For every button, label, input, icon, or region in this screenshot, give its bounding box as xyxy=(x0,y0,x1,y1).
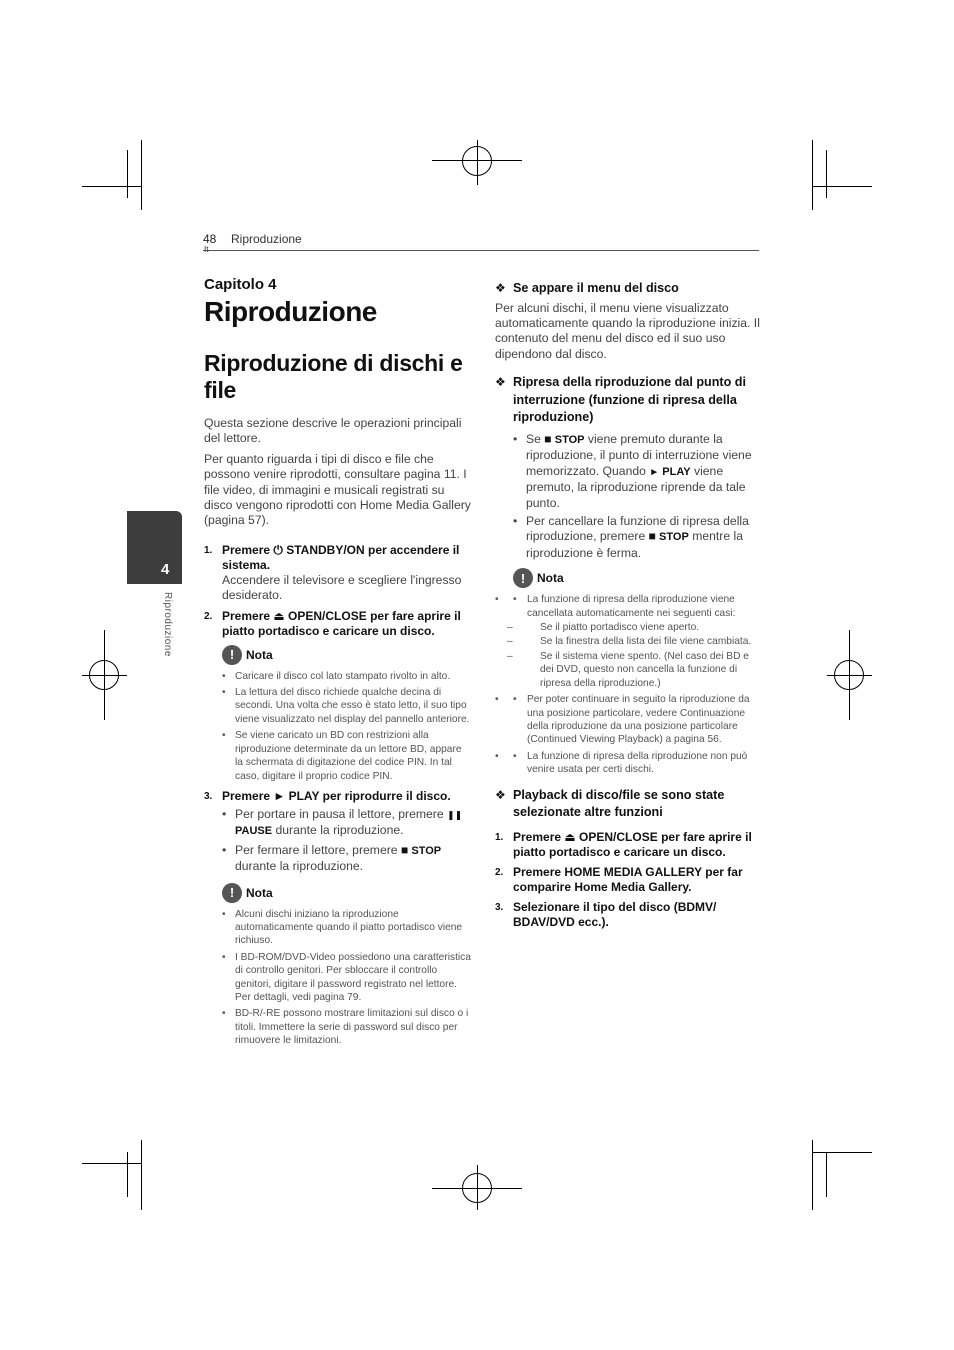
stop-icon: ■ xyxy=(400,842,409,857)
stop-key: STOP xyxy=(551,434,585,446)
section-title-line2: file xyxy=(204,377,237,403)
list-item xyxy=(495,693,760,747)
dash-item-text: Se la finestra della lista dei file viene cambiata. xyxy=(540,636,752,648)
chapter-label: Capitolo 4 xyxy=(204,276,277,293)
right-step-2-prefix: Premere xyxy=(513,864,565,879)
right-step-1-prefix: Premere xyxy=(513,829,565,844)
intro-paragraph-2: Per quanto riguarda i tipi di disco e file che possono venire riprodotti, consultare pagina 11. I file video, di immagini e musicali registrati su disco vengono riprodotti con Home Media Gallery (pagina 57). xyxy=(204,451,471,528)
stop-key: STOP xyxy=(408,844,442,857)
step-1-number: 1. xyxy=(204,544,213,556)
chapter-tab-number: 4 xyxy=(161,561,170,578)
list-item xyxy=(495,635,760,648)
list-item: • I BD-ROM/DVD-Video possiedono una caratteristica di controllo genitori. Per sbloccare il controllo genitori, digitare il password registrato nel lettore. Per dettagli, vedi pagina 79. xyxy=(222,951,472,1005)
cancel-text-a: Per cancellare la funzione di ripresa della riproduzione, premere xyxy=(526,514,749,544)
note-3-list xyxy=(495,593,760,776)
pause-text: Per portare in pausa il lettore, premere xyxy=(235,806,448,821)
step-3-number: 3. xyxy=(204,790,213,802)
list-item xyxy=(495,750,760,777)
list-item: • Se viene caricato un BD con restrizioni alla riproduzione determinate da un lettore BD, appare la schermata di digitazione del codice PIN. In tal caso, digitare il proprio codice PIN. xyxy=(222,729,472,783)
pause-key: PAUSE xyxy=(235,825,273,838)
pause-text-end: durante la riproduzione. xyxy=(272,823,404,838)
note-1 xyxy=(222,645,472,783)
note-icon: ! xyxy=(513,568,533,588)
dash-item-text: Se il sistema viene spento. (Nel caso dei BD e dei DVD, questo non cancella la funzione di ripresa della riproduzione.) xyxy=(540,650,749,689)
list-item xyxy=(495,593,760,620)
note-1-list xyxy=(222,670,472,783)
bullet-mark: • • xyxy=(513,750,517,762)
right-step-1 xyxy=(495,830,760,860)
section-title xyxy=(204,350,472,404)
home-media-gallery-key: HOME MEDIA GALLERY xyxy=(564,864,702,879)
play-key: PLAY xyxy=(659,465,691,478)
chapter-tab xyxy=(127,511,182,584)
stop-text-end: durante la riproduzione. xyxy=(235,859,364,874)
section-heading-other-functions-text: Playback di disco/file se sono state selezionate altre funzioni xyxy=(513,787,725,820)
section-heading-resume xyxy=(495,374,760,427)
step-2-suffix: per fare aprire il piatto portadisco e caricare un disco. xyxy=(222,608,461,638)
play-icon: ► xyxy=(273,788,286,803)
eject-icon: ⏏ xyxy=(273,608,285,623)
note-3-label: Nota xyxy=(537,571,564,586)
dash-item-text: Se il piatto portadisco viene aperto. xyxy=(540,622,700,634)
resume-text-b: viene premuto durante la riproduzione, il punto di interruzione viene memorizzato. Quando xyxy=(526,432,752,478)
step-2-prefix: Premere xyxy=(222,608,274,623)
section-title-line1: Riproduzione di dischi e xyxy=(204,350,463,376)
right-step-3 xyxy=(495,900,760,930)
list-item xyxy=(513,432,760,511)
note-2-label: Nota xyxy=(246,885,273,900)
stop-key: STOP xyxy=(656,531,689,544)
right-step-2-number: 2. xyxy=(495,866,504,878)
step-3-bullets xyxy=(222,807,472,875)
running-header: Riproduzione xyxy=(231,232,302,246)
play-key: PLAY xyxy=(285,788,320,803)
resume-bullets xyxy=(513,432,760,561)
diamond-icon: ❖ xyxy=(495,281,506,295)
bullet-mark: • • xyxy=(513,694,517,706)
cancel-text-b: mentre la riproduzione è ferma. xyxy=(526,529,744,560)
note-1-label: Nota xyxy=(246,647,273,662)
disc-menu-paragraph: Per alcuni dischi, il menu viene visualizzato automaticamente quando la riproduzione inizia. Il contenuto del menu del disco ed il suo uso dipendono dal disco. xyxy=(495,300,760,361)
list-item xyxy=(222,843,472,875)
list-item: • BD-R/-RE possono mostrare limitazioni sul disco o i titoli. Immettere la serie di password sul disco per rimuovere le limitazioni. xyxy=(222,1007,472,1047)
right-step-1-number: 1. xyxy=(495,831,504,843)
right-step-1-suffix: per fare aprire il piatto portadisco e caricare un disco. xyxy=(513,829,752,859)
note-2 xyxy=(222,883,472,1048)
note-b3-text: La funzione di ripresa della riproduzione non può venire usata per certi dischi. xyxy=(527,750,748,776)
list-item: • La lettura del disco richiede qualche decina di secondi. Una volta che esso è stato letto, il suo tipo viene visualizzato nel display del pannello anteriore. xyxy=(222,686,472,726)
section-heading-other-functions xyxy=(495,787,760,822)
step-2 xyxy=(204,609,472,639)
list-item: • Alcuni dischi iniziano la riproduzione automaticamente quando il piatto portadisco viene richiuso. xyxy=(222,908,472,948)
left-column xyxy=(204,276,472,1048)
eject-icon: ⏏ xyxy=(564,829,576,844)
intro-paragraph-1: Questa sezione descrive le operazioni principali del lettore. xyxy=(204,416,462,446)
right-step-3-text: Selezionare il tipo del disco (BDMV/ BDAV/DVD ecc.). xyxy=(513,899,717,929)
section-heading-resume-text: Ripresa della riproduzione dal punto di interruzione (funzione di ripresa della riproduzione) xyxy=(513,375,747,425)
step-1-text: Accendere il televisore e scegliere l'ingresso desiderato. xyxy=(222,572,462,603)
open-close-key: OPEN/CLOSE xyxy=(575,829,658,844)
note-2-list xyxy=(222,908,472,1048)
stop-icon: ■ xyxy=(544,432,552,446)
list-item xyxy=(222,807,472,840)
list-item xyxy=(513,514,760,561)
resume-text-a: Se xyxy=(526,432,545,446)
header-rule xyxy=(203,250,759,251)
list-item xyxy=(495,650,760,690)
right-step-3-number: 3. xyxy=(495,901,504,913)
note-3-header xyxy=(513,568,760,588)
note-1-header xyxy=(222,645,472,665)
standby-key: STANDBY/ON xyxy=(282,542,365,557)
step-1-prefix: Premere xyxy=(222,542,274,557)
step-1-suffix: per accendere il sistema. xyxy=(222,542,460,572)
diamond-icon: ❖ xyxy=(495,787,506,802)
note-2-header xyxy=(222,883,472,903)
chapter-tab-label: Riproduzione xyxy=(162,592,173,657)
right-step-2 xyxy=(495,865,760,895)
note-b2-text: Per poter continuare in seguito la riproduzione da una posizione particolare, vedere Continuazione della riproduzione da una posizione particolare (Continued Viewing Playback) a pagina 56. xyxy=(527,694,750,746)
section-heading-disc-menu-text: Se appare il menu del disco xyxy=(513,281,679,295)
right-column xyxy=(495,280,760,930)
stop-icon: ■ xyxy=(648,529,656,544)
diamond-icon: ❖ xyxy=(495,375,506,390)
page-number: 48 xyxy=(203,232,217,246)
step-1 xyxy=(204,543,472,604)
note-intro-text: La funzione di ripresa della riproduzione viene cancellata automaticamente nei seguenti casi: xyxy=(527,594,736,619)
section-heading-disc-menu xyxy=(495,280,760,298)
note-icon: ! xyxy=(222,883,242,903)
step-3-suffix: per riprodurre il disco. xyxy=(319,788,451,803)
pause-icon: ❚❚ xyxy=(447,809,463,820)
step-3 xyxy=(204,789,472,804)
note-3 xyxy=(513,568,760,776)
note-icon: ! xyxy=(222,645,242,665)
play-icon: ► xyxy=(649,466,660,478)
list-item xyxy=(495,621,760,634)
page-title: Riproduzione xyxy=(204,296,377,327)
open-close-key: OPEN/CLOSE xyxy=(284,608,367,623)
stop-text: Per fermare il lettore, premere xyxy=(235,842,401,857)
step-2-number: 2. xyxy=(204,610,213,622)
bullet-mark: • • xyxy=(513,594,517,606)
right-step-2-suffix: per far comparire Home Media Gallery. xyxy=(513,864,743,894)
power-icon: ⏻ xyxy=(273,542,283,557)
step-3-prefix: Premere xyxy=(222,788,274,803)
resume-text-c: viene premuto, la riproduzione riprende da tale punto. xyxy=(526,463,746,510)
list-item: • Caricare il disco col lato stampato rivolto in alto. xyxy=(222,670,472,683)
